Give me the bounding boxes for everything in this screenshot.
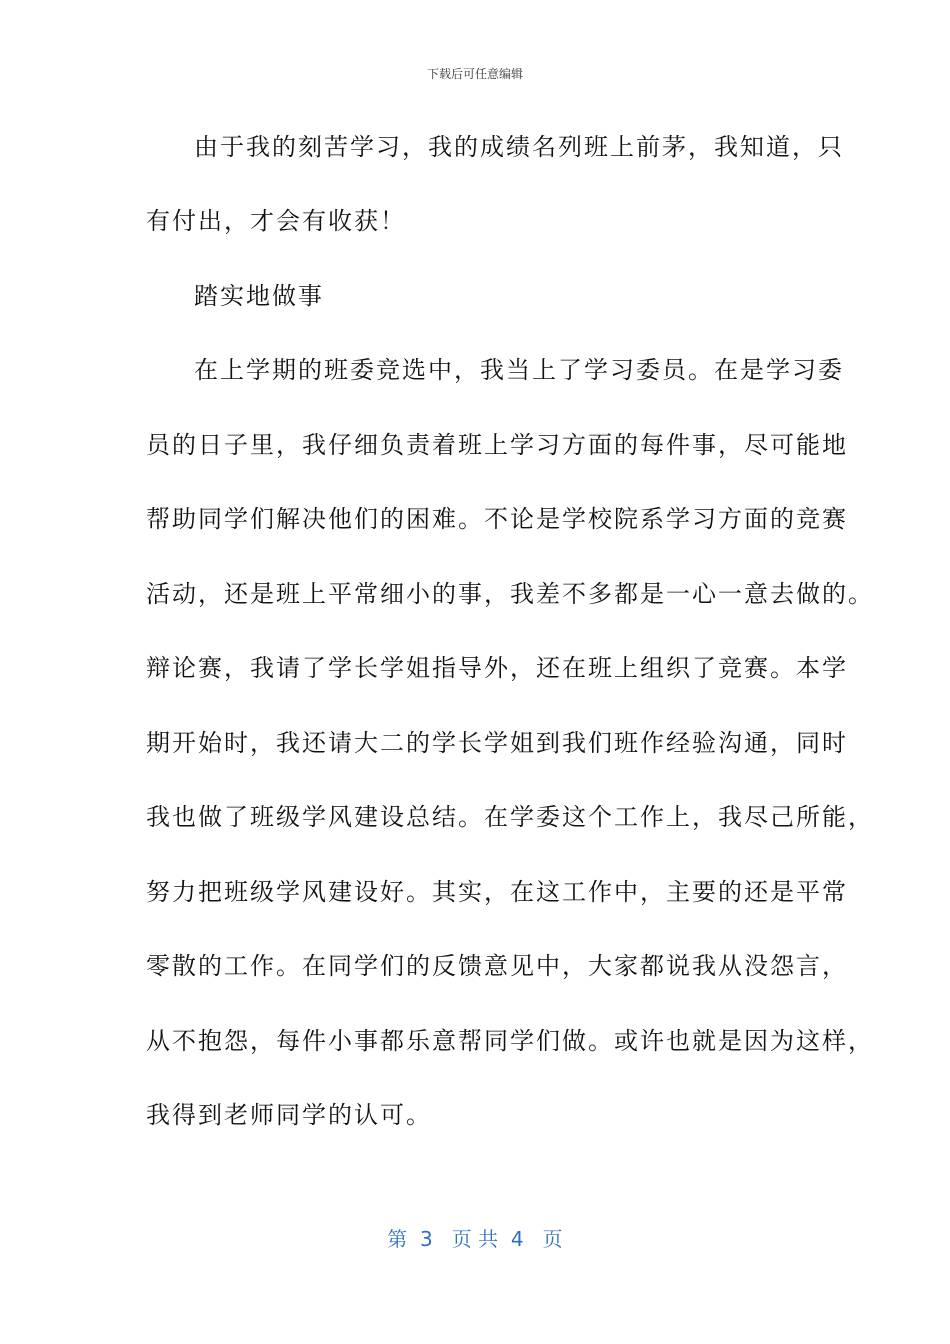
body-line-10: 我也做了班级学风建设总结。在学委这个工作上，我尽己所能， (146, 803, 874, 831)
body-line-2: 有付出，才会有收获！ (146, 207, 406, 235)
page-header: 下载后可任意编辑 (426, 67, 523, 81)
body-line-12: 零散的工作。在同学们的反馈意见中，大家都说我从没怨言， (146, 952, 848, 980)
body-line-13: 从不抱怨，每件小事都乐意帮同学们做。或许也就是因为这样， (146, 1027, 874, 1055)
body-line-14: 我得到老师同学的认可。 (146, 1101, 432, 1129)
body-line-4: 在上学期的班委竞选中，我当上了学习委员。在是学习委 (194, 356, 844, 384)
body-line-1: 由于我的刻苦学习，我的成绩名列班上前茅，我知道，只 (194, 133, 844, 161)
body-line-8: 辩论赛，我请了学长学姐指导外，还在班上组织了竞赛。本学 (146, 654, 848, 682)
body-line-7: 活动，还是班上平常细小的事，我差不多都是一心一意去做的。 (146, 580, 874, 608)
body-line-6: 帮助同学们解决他们的困难。不论是学校院系学习方面的竞赛 (146, 505, 848, 533)
body-line-9: 期开始时，我还请大二的学长学姐到我们班作经验沟通，同时 (146, 729, 848, 757)
body-line-11: 努力把班级学风建设好。其实，在这工作中，主要的还是平常 (146, 878, 848, 906)
body-line-5: 员的日子里，我仔细负责着班上学习方面的每件事，尽可能地 (146, 431, 848, 459)
section-heading: 踏实地做事 (194, 282, 324, 310)
page-number-footer: 第 3 页 共 4 页 (387, 1227, 563, 1251)
